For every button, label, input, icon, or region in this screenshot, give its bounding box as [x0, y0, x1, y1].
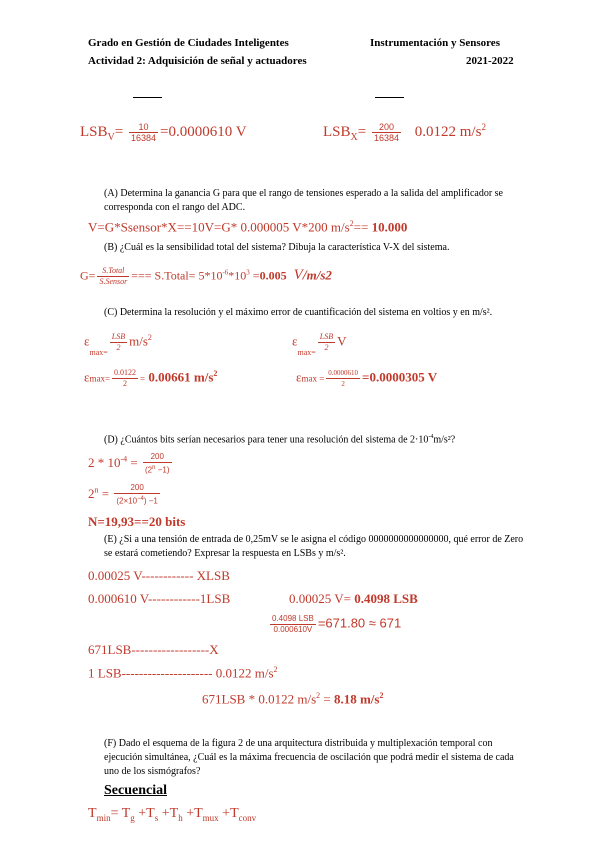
- rule-of-three-row-2: 0.000610 V------------1LSB: [88, 591, 231, 606]
- gain-fraction: $\frac{\text{S.Total}}{\text{S.Sensor}}$: [99, 266, 128, 286]
- eps-voltage-formula: $\varepsilon_{max=}$ $\frac{\text{LSB}}{2}$ V: [292, 332, 347, 358]
- question-d: (D) ¿Cuántos bits serían necesarios para tener una resolución del sistema de $2\cdot 10^{-4}m/s^2$?: [104, 434, 456, 446]
- bits-equation-1: $2 * 10^{-4}$ = $\frac{200}{(2^n -1)}$: [88, 452, 170, 475]
- zero-error-lsb: 0.00025 V= 0.4098 LSB: [289, 591, 418, 606]
- question-a: (A) Determina la ganancia G para que el rango de tensiones esperado a la salida del amplificador se corresponda con el rango del ADC.: [104, 188, 503, 213]
- zero-error-acceleration: 671LSB * 0.0122 $m/s^2 = 8.18$ $m/s^2$: [202, 691, 384, 707]
- answer-b: G= $\frac{\text{S.Total}}{\text{S.Sensor}}$ === S.Total= $5*10^{-6}*10^3 =0.005$ V/m/s2: [80, 266, 332, 286]
- eps-acceleration-formula: $\varepsilon_{max=}$ $\frac{\text{LSB}}{2}$ $m/s^2$: [84, 332, 152, 358]
- lsb-voltage-formula: $LSB_V=$ $\frac{10}{16384}$ =0.0000610 V: [80, 122, 247, 143]
- lsb-to-count-formula: $\frac{\text{0.4098 LSB}}{0.000610V}$ =671.80 ≈ 671: [272, 614, 402, 634]
- bits-equation-2: $2^n$ = $\frac{200}{(2\times 10^{-4}) -1}$: [88, 483, 158, 506]
- eps-voltage-result: εmax = $\frac{0.0000610}{2}$ =0.0000305 V: [296, 369, 438, 388]
- lsb-acceleration-formula: $LSB_X=$ $\frac{200}{16384}$ 0.0122 $m/s^2$: [323, 122, 486, 144]
- lsb-acceleration-fraction: $\frac{200}{16384}$: [373, 122, 399, 144]
- rule-of-three-row-4: 1 LSB--------------------- 0.0122 $m/s^2$: [88, 665, 278, 681]
- lsb-voltage-fraction: $\frac{10}{16384}$: [130, 122, 156, 143]
- section-secuencial: Secuencial: [104, 783, 167, 798]
- academic-year: 2021-2022: [466, 55, 514, 67]
- question-e: (E) ¿Si a una tensión de entrada de 0,25mV se le asigna el código 0000000000000000, qué error de Zero se estará cometiendo? Expresar la respuesta en LSBs y m/s².: [104, 534, 524, 559]
- question-c: (C) Determina la resolución y el máximo error de cuantificación del sistema en voltios y en m/s².: [104, 307, 493, 318]
- header-underline-left: [133, 97, 162, 98]
- eps-acceleration-result: εmax= $\frac{0.0122}{2}$ = 0.00661 $m/s^2$: [84, 368, 218, 388]
- rule-of-three-row-1: 0.00025 V------------ XLSB: [88, 568, 230, 583]
- question-b: (B) ¿Cuál es la sensibilidad total del sistema? Dibuja la característica V-X del sistema.: [104, 242, 450, 253]
- rule-of-three-row-3: 671LSB------------------X: [88, 642, 219, 657]
- subject-title: Instrumentación y Sensores: [370, 37, 500, 49]
- activity-title: Actividad 2: Adquisición de señal y actuadores: [88, 55, 307, 67]
- header-underline-right: [375, 97, 404, 98]
- answer-a: V=G*Ssensor*X==10V=G* 0.000005 V*200 $m/s^2== 10.000$: [88, 219, 408, 235]
- bits-result: N=19,93==20 bits: [88, 514, 186, 529]
- question-f: (F) Dado el esquema de la figura 2 de una arquitectura distribuida y multiplexación temporal con ejecución simultánea, ¿Cuál es la máxima frecuencia de oscilación que podrá medir el sistema de cada uno de los sismógrafos?: [104, 738, 514, 777]
- course-title: Grado en Gestión de Ciudades Inteligentes: [88, 37, 289, 49]
- tmin-formula: $T_{min}= T_g +T_s +T_h +T_{mux} +T_{conv}$: [88, 806, 257, 823]
